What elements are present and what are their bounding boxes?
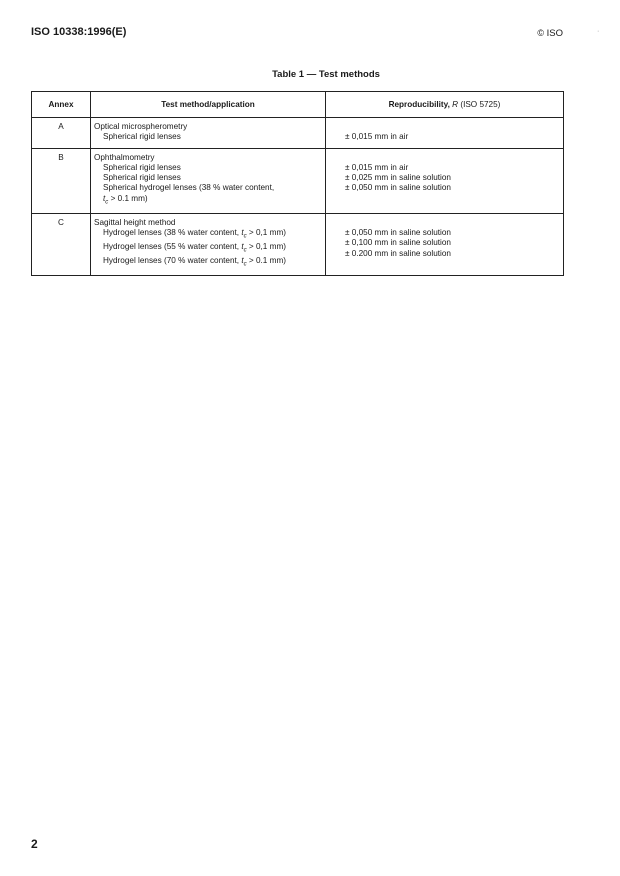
repro-value: ± 0,015 mm in air: [345, 162, 409, 172]
tc-symbol: t: [103, 193, 106, 203]
table-row: [32, 118, 564, 149]
repro-value: ± 0,100 mm in saline solution: [345, 238, 451, 248]
method-item: Spherical rigid lenses: [103, 132, 181, 142]
repro-cell: [326, 118, 564, 149]
method-item: Hydrogel lenses (70 % water content, $t_c > 0.1$ mm): [103, 255, 287, 268]
repro-cell: [326, 213, 564, 275]
method-item: Spherical rigid lenses: [103, 173, 181, 183]
scan-speck: ·: [597, 28, 600, 35]
table-row: [32, 213, 564, 275]
annex-cell: A: [32, 118, 91, 149]
header-method: Test method/application: [91, 92, 326, 118]
copyright-symbol: ©: [537, 28, 544, 38]
repro-value: ± 0,015 mm in air: [345, 132, 409, 142]
repro-value: ± 0.200 mm in saline solution: [345, 248, 451, 258]
method-item: Hydrogel lenses (38 % water content, $t_c > 0,1$ mm): [103, 228, 287, 240]
table-header-row: [32, 92, 564, 118]
method-cell: [91, 148, 326, 213]
method-cell: [91, 118, 326, 149]
document-standard-number: ISO 10338:1996(E): [31, 26, 127, 38]
repro-value: ± 0,050 mm in saline solution: [345, 228, 451, 238]
table-row: [32, 148, 564, 213]
repro-value: ± 0,025 mm in saline solution: [345, 173, 451, 183]
page-number: 2: [31, 837, 38, 851]
header-repro-symbol: R: [452, 100, 459, 109]
annex-cell: B: [32, 148, 91, 213]
method-item: Hydrogel lenses (55 % water content, $t_c > 0,1$ mm): [103, 241, 287, 254]
method-item-continuation: [94, 194, 322, 208]
tc-limit: > 0.1 mm): [110, 193, 148, 203]
test-methods-table: [31, 91, 564, 276]
repro-cell: [326, 148, 564, 213]
method-cell: [91, 213, 326, 275]
method-title: Optical microspherometry: [94, 122, 188, 131]
repro-value: ± 0,050 mm in saline solution: [345, 183, 451, 193]
method-item: Spherical rigid lenses: [103, 162, 181, 172]
header-reproducibility: [326, 92, 564, 118]
table-caption: Table 1 — Test methods: [272, 69, 380, 80]
header-repro-label: Reproducibility,: [388, 100, 453, 109]
header-annex: Annex: [32, 92, 91, 118]
method-title: Ophthalmometry: [94, 152, 155, 162]
copyright-notice: [537, 28, 563, 39]
method-title: Sagittal height method: [94, 217, 176, 227]
annex-cell: C: [32, 213, 91, 275]
header-repro-ref: (ISO 5725): [458, 100, 501, 109]
method-item: Spherical hydrogel lenses (38 % water content,: [103, 183, 275, 193]
tc-subscript: c: [105, 199, 109, 206]
copyright-org: ISO: [546, 28, 563, 39]
